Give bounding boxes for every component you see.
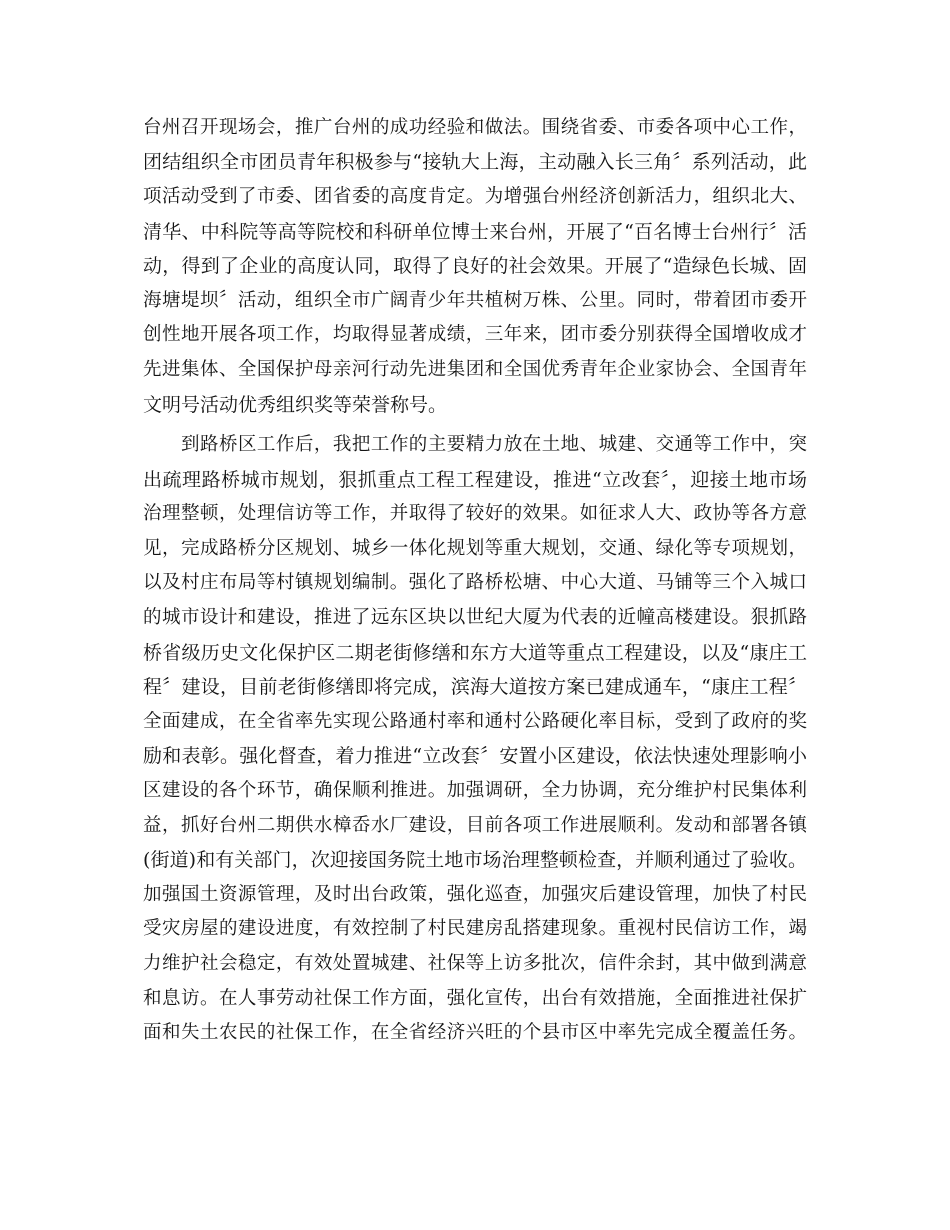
paragraph-1-line-2: 团结组织全市团员青年积极参与“接轨大上海，主动融入长三角〞系列活动，此 — [143, 151, 807, 173]
paragraph-2-line-6: 的城市设计和建设，推进了远东区块以世纪大厦为代表的近幢高楼建设。狠抓路 — [143, 607, 807, 628]
paragraph-2-line-5: 以及村庄布局等村镇规划编制。强化了路桥松塘、中心大道、马铺等三个入城口 — [143, 572, 807, 593]
paragraph-1-line-5: 动，得到了企业的高度认同，取得了良好的社会效果。开展了“造绿色长城、固 — [143, 255, 807, 277]
paragraph-2-line-1: 到路桥区工作后，我把工作的主要精力放在土地、城建、交通等工作中，突 — [181, 434, 807, 455]
paragraph-2-line-16: 力维护社会稳定，有效处置城建、社保等上访多批次，信件余封，其中做到满意 — [143, 953, 807, 974]
paragraph-1-line-7: 创性地开展各项工作，均取得显著成绩，三年来，团市委分别获得全国增收成才 — [143, 324, 807, 345]
paragraph-1-line-6: 海塘堤坝〞活动，组织全市广阔青少年共植树万株、公里。同时，带着团市委开 — [143, 290, 807, 311]
paragraph-2-line-2: 出疏理路桥城市规划，狠抓重点工程工程建设，推进“立改套〞，迎接土地市场 — [143, 469, 807, 491]
paragraph-2-line-4: 见，完成路桥分区规划、城乡一体化规划等重大规划，交通、绿化等专项规划， — [143, 538, 807, 559]
paragraph-1-line-8: 先进集体、全国保护母亲河行动先进集团和全国优秀青年企业家协会、全国青年 — [143, 359, 807, 380]
paragraph-2-line-17: 和息访。在人事劳动社保工作方面，强化宣传，出台有效措施，全面推进社保扩 — [143, 988, 807, 1009]
paragraph-2-line-8: 程〞建设，目前老街修缮即将完成，滨海大道按方案已建成通车，“康庄工程〞 — [143, 676, 807, 698]
paragraph-1-line-4: 清华、中科院等高等院校和科研单位博士来台州，开展了“百名博士台州行〞活 — [143, 221, 807, 243]
paragraph-1-line-3: 项活动受到了市委、团省委的高度肯定。为增强台州经济创新活力，组织北大、 — [143, 186, 807, 207]
paragraph-2-line-10: 励和表彰。强化督查，着力推进“立改套〞安置小区建设，依法快速处理影响小 — [143, 745, 807, 767]
paragraph-2-line-15: 受灾房屋的建设进度，有效控制了村民建房乱搭建现象。重视村民信访工作，竭 — [143, 918, 807, 939]
paragraph-2-line-3: 治理整顿，处理信访等工作，并取得了较好的效果。如征求人大、政协等各方意 — [143, 503, 807, 524]
paragraph-2-line-11: 区建设的各个环节，确保顺利推进。加强调研，全力协调，充分维护村民集体利 — [143, 780, 807, 801]
paragraph-2-line-18: 面和失土农民的社保工作，在全省经济兴旺的个县市区中率先完成全覆盖任务。 — [143, 1022, 807, 1043]
paragraph-1-line-9: 文明号活动优秀组织奖等荣誉称号。 — [143, 394, 448, 416]
paragraph-2-line-12: 益，抓好台州二期供水樟岙水厂建设，目前各项工作进展顺利。发动和部署各镇 — [143, 815, 807, 836]
body-text — [143, 0, 807, 1230]
paragraph-1-line-1: 台州召开现场会，推广台州的成功经验和做法。围绕省委、市委各项中心工作， — [143, 117, 807, 138]
paragraph-2-line-9: 全面建成，在全省率先实现公路通村率和通村公路硬化率目标，受到了政府的奖 — [143, 711, 807, 732]
paragraph-2-line-14: 加强国土资源管理，及时出台政策，强化巡查，加强灾后建设管理，加快了村民 — [143, 884, 807, 905]
paragraph-2-line-7: 桥省级历史文化保护区二期老街修缮和东方大道等重点工程建设，以及“康庄工 — [143, 642, 807, 664]
paragraph-2-line-13: (街道)和有关部门，次迎接国务院土地市场治理整顿检查，并顺利通过了验收。 — [143, 849, 807, 871]
